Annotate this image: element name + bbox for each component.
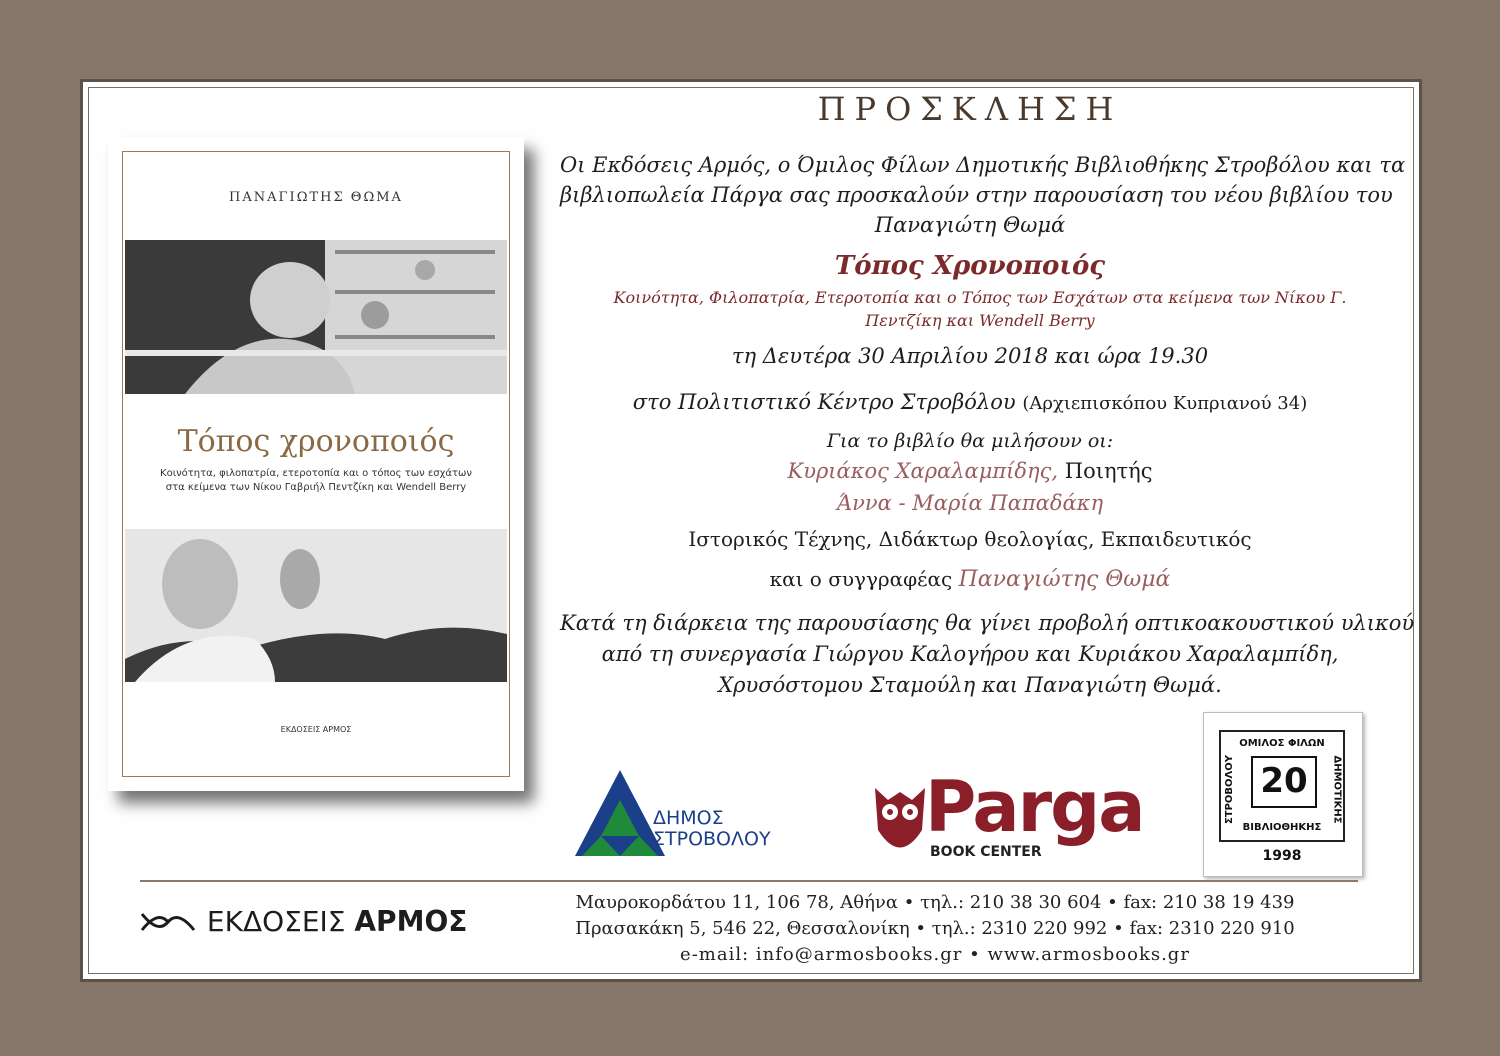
cover-photo-top-drawing [125, 240, 507, 394]
cover-publisher: ΕΚΔΟΣΕΙΣ ΑΡΜΟΣ [280, 725, 352, 734]
owl-icon [870, 770, 930, 862]
omilos-bottom: ΒΙΒΛΙΟΘΗΚΗΣ [1242, 822, 1322, 833]
dimos-line-2: ΣΤΡΟΒΟΛΟΥ [653, 828, 771, 850]
omilos-filon-logo [1203, 712, 1363, 877]
omilos-number: 20 [1251, 756, 1317, 808]
cover-title: Τόπος χρονοποιός [177, 424, 455, 459]
speaker-1-name: Κυριάκος Χαραλαμπίδης, [787, 459, 1059, 483]
event-book-subtitle [580, 286, 1380, 332]
cover-photo-top [125, 240, 507, 394]
author-prefix: και ο συγγραφέας [769, 567, 953, 591]
parga-name: Parga [925, 766, 1144, 848]
speaker-1-role: Ποιητής [1064, 459, 1153, 483]
author-line [560, 567, 1380, 592]
armos-bold: ΑΡΜΟΣ [354, 905, 468, 938]
page-title: ΠΡΟΣΚΛΗΣΗ [817, 90, 1123, 128]
av-note-line: Χρυσόστομου Σταμούλη και Παναγιώτη Θωμά. [718, 673, 1222, 697]
intro-paragraph [560, 150, 1406, 240]
av-note [560, 608, 1415, 701]
dimos-strovolou-logo [575, 770, 825, 860]
venue-name: στο Πολιτιστικό Κέντρο Στροβόλου [632, 390, 1016, 414]
cover-subtitle [128, 467, 504, 495]
subtitle-line: Κοινότητα, Φιλοπατρία, Ετεροτοπία και ο Τόπος των Εσχάτων στα κείμενα των Νίκου Γ. [613, 288, 1347, 307]
omilos-left: ΣΤΡΟΒΟΛΟΥ [1224, 754, 1236, 825]
armos-light: ΕΚΔΟΣΕΙΣ [206, 905, 346, 938]
parga-logo [870, 766, 1160, 865]
intro-line: Παναγιώτη Θωμά [874, 213, 1066, 237]
footer-athens: Μαυροκορδάτου 11, 106 78, Αθήνα • τηλ.: 210 38 30 604 • fax: 210 38 19 439 [575, 892, 1295, 913]
dimos-text [653, 808, 771, 850]
speakers-intro: Για το βιβλίο θα μιλήσουν οι: [826, 430, 1114, 452]
speaker-2-name: Άννα - Μαρία Παπαδάκη [836, 491, 1104, 515]
footer-thessaloniki: Πρασακάκη 5, 546 22, Θεσσαλονίκη • τηλ.: 2310 220 992 • fax: 2310 220 910 [575, 918, 1295, 939]
author-name: Παναγιώτης Θωμά [958, 567, 1171, 592]
event-book-title: Τόπος Χρονοποιός [834, 251, 1106, 281]
cover-photo-bottom [125, 529, 507, 682]
av-note-line: από τη συνεργασία Γιώργου Καλογήρου και Κυριάκου Χαραλαμπίδη, [601, 642, 1339, 666]
event-date: τη Δευτέρα 30 Απριλίου 2018 και ώρα 19.30 [731, 344, 1209, 368]
omilos-year: 1998 [1262, 848, 1302, 864]
parga-sub: BOOK CENTER [930, 844, 1042, 860]
armos-logo [138, 905, 498, 945]
dimos-line-1: ΔΗΜΟΣ [653, 807, 724, 829]
speaker-2-role: Ιστορικός Τέχνης, Διδάκτωρ θεολογίας, Εκπαιδευτικός [688, 527, 1252, 551]
footer-divider [140, 880, 1358, 882]
subtitle-line: Πεντζίκη και Wendell Berry [865, 311, 1095, 330]
speaker-1 [560, 459, 1380, 483]
cover-subtitle-line: Κοινότητα, φιλοπατρία, ετεροτοπία και ο τόπος των εσχάτων [160, 468, 472, 479]
cover-author: ΠΑΝΑΓΙΩΤΗΣ ΘΩΜΑ [229, 190, 403, 205]
cover-photo-bottom-drawing [125, 529, 507, 682]
armos-mark-icon [138, 908, 198, 938]
omilos-right: ΔΗΜΟΤΙΚΗΣ [1331, 755, 1343, 824]
book-cover [108, 137, 524, 791]
venue-address: (Αρχιεπισκόπου Κυπριανού 34) [1022, 393, 1308, 414]
intro-line: βιβλιοπωλεία Πάργα σας προσκαλούν στην παρουσίαση του νέου βιβλίου του [560, 183, 1393, 207]
av-note-line: Κατά τη διάρκεια της παρουσίασης θα γίνει προβολή οπτικοακουστικού υλικού [560, 611, 1415, 635]
event-venue [560, 390, 1380, 414]
omilos-top: ΟΜΙΛΟΣ ΦΙΛΩΝ [1239, 738, 1325, 749]
footer-web: e-mail: info@armosbooks.gr • www.armosbooks.gr [680, 944, 1190, 965]
cover-subtitle-line: στα κείμενα των Νίκου Γαβριήλ Πεντζίκη και Wendell Berry [165, 482, 467, 493]
intro-line: Οι Εκδόσεις Αρμός, ο Όμιλος Φίλων Δημοτικής Βιβλιοθήκης Στροβόλου και τα [560, 153, 1406, 177]
